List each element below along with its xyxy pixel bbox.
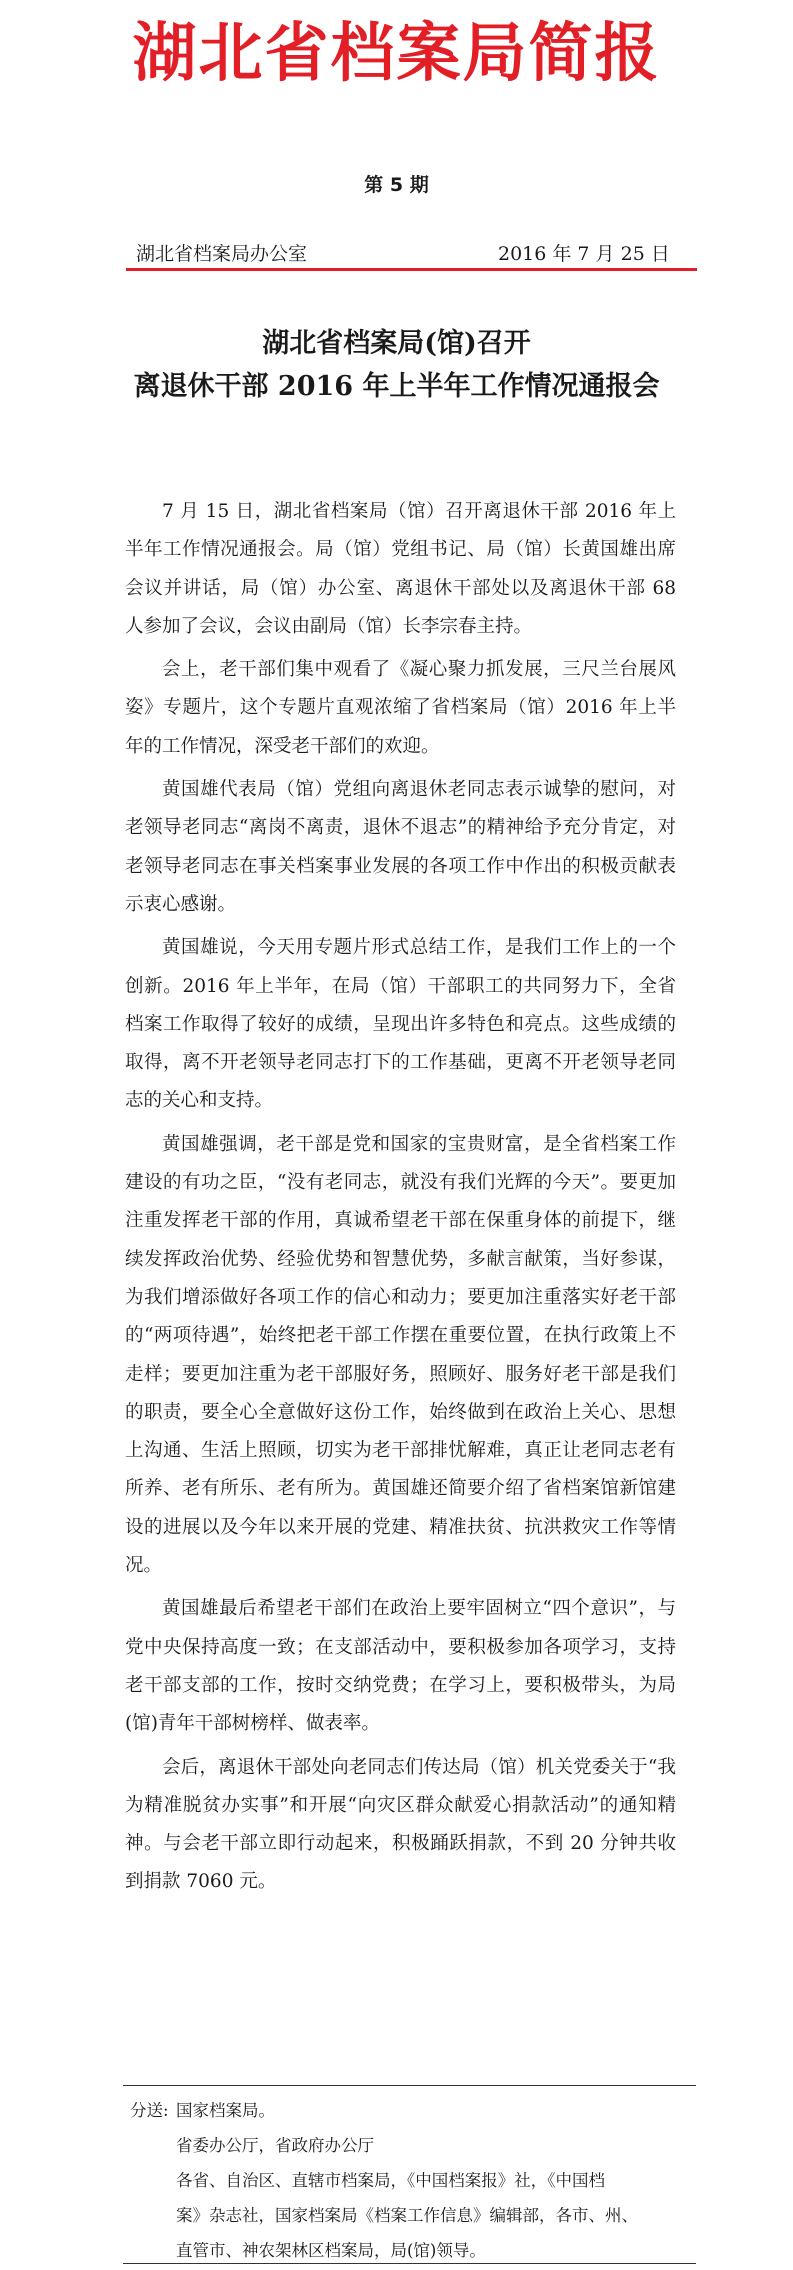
paragraph: 黄国雄说，今天用专题片形式总结工作，是我们工作上的一个创新。2016 年上半年，在局（馆）干部职工的共同努力下，全省档案工作取得了较好的成绩，呈现出许多特色和亮点。这些成绩的取得，离不开老领导老同志打下的工作基础，更离不开老领导老同志的关心和支持。 (125, 937, 676, 1112)
paragraph: 黄国雄代表局（馆）党组向离退休老同志表示诚挚的慰问，对老领导老同志“离岗不离责，退休不退志”的精神给予充分肯定，对老领导老同志在事关档案事业发展的各项工作中作出的积极贡献表示衷心感谢。 (125, 779, 676, 915)
distribution-line: 各省、自治区、直辖市档案局，《中国档案报》社，《中国档 (176, 2171, 605, 2190)
issue-date: 2016 年 7 月 25 日 (498, 243, 670, 265)
distribution-label: 分送: (130, 2101, 169, 2120)
paragraph: 黄国雄强调，老干部是党和国家的宝贵财富，是全省档案工作建设的有功之臣，“没有老同志，就没有我们光辉的今天”。要更加注重发挥老干部的作用，真诚希望老干部在保重身体的前提下，继续发挥政治优势、经验优势和智慧优势，多献言献策，当好参谋，为我们增添做好各项工作的信心和动力；要更加注重落实好老干部的“两项待遇”，始终把老干部工作摆在重要位置，在执行政策上不走样；要更加注重为老干部服好务，照顾好、服务好老干部是我们的职责，要全心全意做好这份工作，始终做到在政治上关心、思想上沟通、生活上照顾，切实为老干部排忧解难，真正让老同志老有所养、老有所乐、老有所为。黄国雄还简要介绍了省档案馆新馆建设的进展以及今年以来开展的党建、精准扶贫、抗洪救灾工作等情况。 (125, 1133, 676, 1577)
distribution-line: 省委办公厅，省政府办公厅 (176, 2136, 374, 2155)
paragraph: 会后，离退休干部处向老同志们传达局（馆）机关党委关于“我为精准脱贫办实事”和开展“向灾区群众献爱心捐款活动”的通知精神。与会老干部立即行动起来，积极踊跃捐款，不到 20 分钟共收到捐款 7060 元。 (125, 1756, 676, 1893)
paragraph: 黄国雄最后希望老干部们在政治上要牢固树立“四个意识”，与党中央保持高度一致；在支部活动中，要积极参加各项学习，支持老干部支部的工作，按时交纳党费；在学习上，要积极带头，为局(馆)青年干部树榜样、做表率。 (125, 1598, 676, 1735)
article-body (125, 493, 676, 1907)
issuing-office: 湖北省档案局办公室 (136, 243, 308, 265)
red-divider (126, 268, 697, 271)
footer-divider-top (123, 2085, 696, 2086)
masthead-title: 湖北省档案局简报 (132, 16, 661, 91)
distribution-line: 直管市、神农架林区档案局，局(馆)领导。 (176, 2241, 486, 2260)
headline-line-1: 湖北省档案局(馆)召开 (262, 328, 531, 359)
issue-number: 第 5 期 (364, 174, 429, 196)
paragraph: 会上，老干部们集中观看了《凝心聚力抓发展，三尺兰台展风姿》专题片，这个专题片直观浓缩了省档案局（馆）2016 年上半年的工作情况，深受老干部们的欢迎。 (125, 659, 676, 757)
paragraph: 7 月 15 日，湖北省档案局（馆）召开离退休干部 2016 年上半年工作情况通报会。局（馆）党组书记、局（馆）长黄国雄出席会议并讲话，局（馆）办公室、离退休干部处以及离退休干部 68 人参加了会议，会议由副局（馆）长李宗春主持。 (125, 501, 676, 637)
distribution-line: 案》杂志社，国家档案局《档案工作信息》编辑部，各市、州、 (176, 2206, 638, 2225)
article-headline (0, 322, 793, 408)
headline-line-2: 离退休干部 2016 年上半年工作情况通报会 (133, 371, 660, 402)
distribution-line: 国家档案局。 (176, 2101, 275, 2120)
footer-divider-bottom (123, 2263, 696, 2264)
